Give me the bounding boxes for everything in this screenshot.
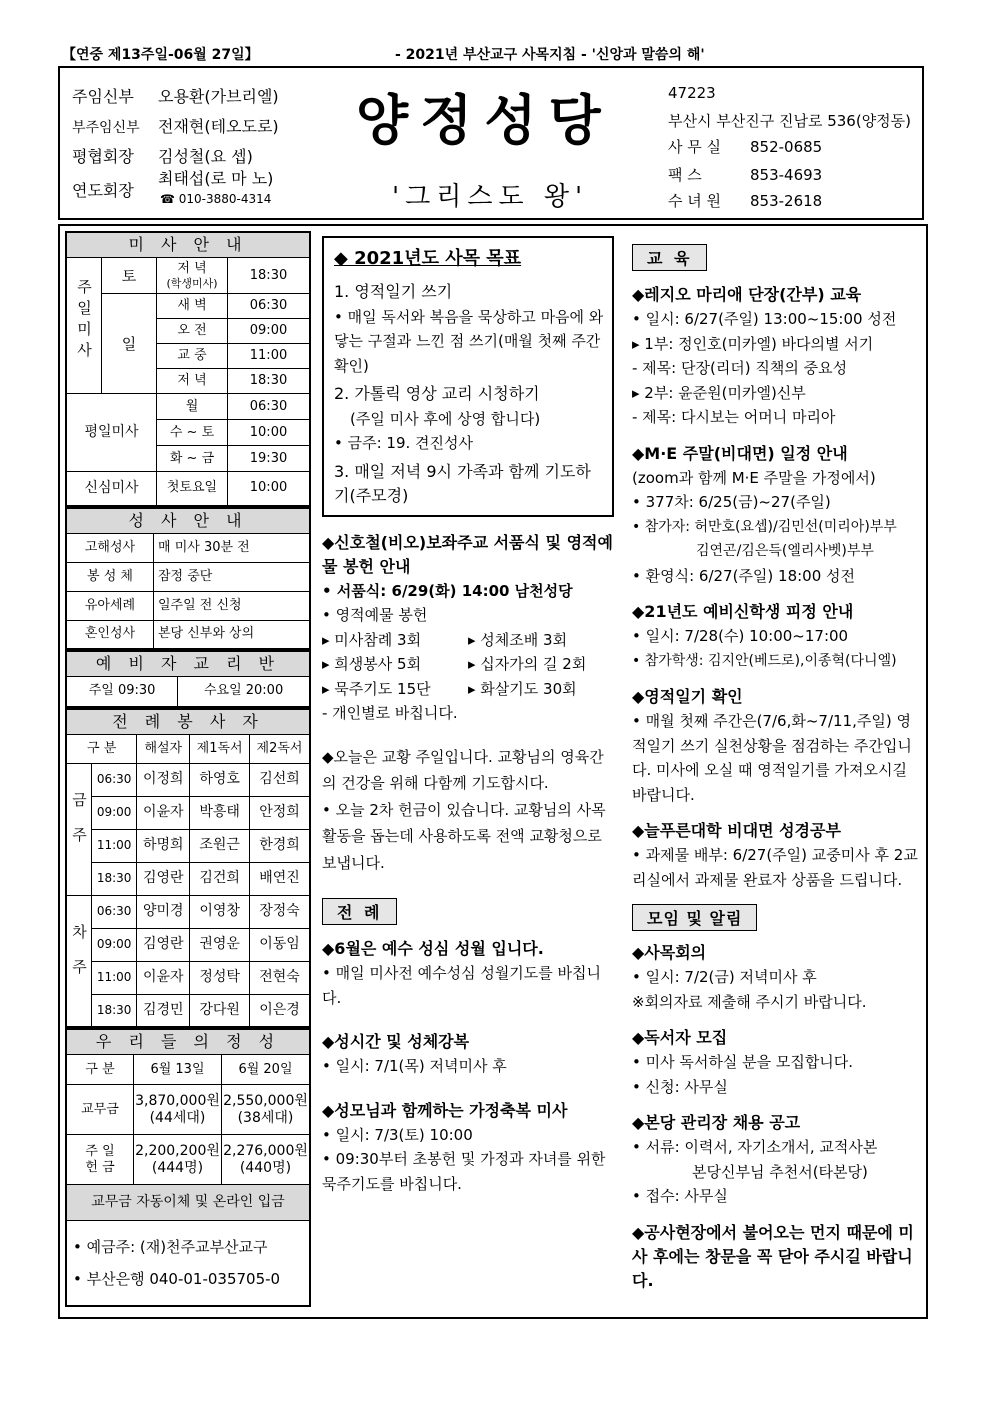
account-holder: • 예금주: (재)천주교부산교구 xyxy=(73,1238,268,1256)
server-name: 김선희 xyxy=(250,763,310,796)
offering-amount: 2,550,000원 xyxy=(223,1092,308,1109)
server-name: 하영호 xyxy=(190,763,250,796)
offering-count: (440명) xyxy=(239,1159,292,1176)
council-note: ※회의자료 제출해 주시기 바랍니다. xyxy=(632,992,867,1011)
goal-3: 3. 매일 저녁 9시 가족과 함께 기도하기(주모경) xyxy=(334,461,591,505)
diary-title: ◆영적일기 확인 xyxy=(632,687,743,706)
gift-item: ▸ 성체조배 3회 xyxy=(468,630,568,649)
seminary-title: ◆21년도 예비신학생 피정 안내 xyxy=(632,602,854,621)
sat-evening: 저 녁 xyxy=(177,261,207,277)
weekday-day: 월 xyxy=(157,394,228,420)
sun-row-name: 오 전 xyxy=(157,319,228,344)
server-time: 18:30 xyxy=(92,994,137,1027)
bulletin-header xyxy=(58,66,924,220)
goals-title: ◆ 2021년도 사목 목표 xyxy=(334,248,522,269)
offering-count: (444명) xyxy=(151,1159,204,1176)
servers-header: 제2독서 xyxy=(250,734,310,763)
second-collection: • 오늘 2차 헌금이 있습니다. 교황님의 사목활동을 돕는데 사용하도록 전액 교황청으로 보냅니다. xyxy=(322,800,606,872)
holy-hour-title: ◆성시간 및 성체강복 xyxy=(322,1032,470,1051)
me-welcome: • 환영식: 6/27(주일) 18:00 성전 xyxy=(632,566,856,585)
education-tag: 교 육 xyxy=(632,244,707,271)
sacrament-table xyxy=(65,507,311,651)
servers-title: 전 례 봉 사 자 xyxy=(66,709,310,735)
sacrament-desc: 본당 신부와 상의 xyxy=(154,620,311,649)
notice-tag-wrap xyxy=(632,904,924,931)
address: 부산시 부산진구 진남로 536(양정동) xyxy=(668,112,912,130)
reader-desc: • 미사 독서하실 분을 모집합니다. xyxy=(632,1053,854,1071)
servers-header: 제1독서 xyxy=(190,734,250,763)
server-name: 강다원 xyxy=(190,994,250,1027)
offering-table xyxy=(65,1028,311,1307)
server-row xyxy=(66,796,310,829)
staff-council: 평협회장 김성철(요 셉) xyxy=(72,147,253,166)
office-phone: 사 무 실 852-0685 xyxy=(668,138,823,156)
gift-item: ▸ 미사참례 3회 xyxy=(322,630,422,649)
offering-amount: 3,870,000원 xyxy=(135,1092,220,1109)
sacrament-name: 유아세례 xyxy=(66,591,154,620)
sacrament-desc: 매 미사 30분 전 xyxy=(154,533,311,562)
me-when: • 377차: 6/25(금)~27(주일) xyxy=(632,493,831,511)
bank-account: • 부산은행 040-01-035705-0 xyxy=(73,1270,281,1288)
offering-amount: 2,200,200원 xyxy=(135,1142,220,1159)
sun-row-time: 11:00 xyxy=(228,344,311,369)
reader-apply: • 신청: 사무실 xyxy=(632,1077,728,1096)
council-title: ◆사목회의 xyxy=(632,943,707,962)
church-subtitle: '그리스도 왕' xyxy=(392,182,589,212)
offering-count: (38세대) xyxy=(237,1109,294,1126)
issue-label: 【연중 제13주일-06월 27일】 xyxy=(62,47,259,63)
bible-study-title: ◆늘푸른대학 비대면 성경공부 xyxy=(632,821,841,840)
sacrament-title: 성 사 안 내 xyxy=(66,508,310,534)
sacrament-name: 고해성사 xyxy=(66,533,154,562)
reader-title: ◆독서자 모집 xyxy=(632,1028,728,1047)
sat-time: 18:30 xyxy=(228,258,311,294)
council-when: • 일시: 7/2(금) 저녁미사 후 xyxy=(632,968,817,986)
liturgy-tag: 전 례 xyxy=(322,898,397,925)
legio-part2: ▸ 2부: 윤준원(미카엘)신부 xyxy=(632,383,806,402)
convent-phone: 수 녀 원 853-2618 xyxy=(668,192,823,210)
server-name: 장정숙 xyxy=(250,895,310,928)
gift-item: ▸ 희생봉사 5회 xyxy=(322,655,422,673)
server-time: 09:00 xyxy=(92,796,137,829)
devotion-mass-day: 첫토요일 xyxy=(157,472,228,506)
offering-row-name: 교무금 xyxy=(66,1085,134,1135)
sacrament-desc: 일주일 전 신청 xyxy=(154,591,311,620)
servers-header: 해설자 xyxy=(137,734,190,763)
server-name: 조원근 xyxy=(190,829,250,862)
sacrament-name: 봉 성 체 xyxy=(66,562,154,591)
legio-part1: ▸ 1부: 정인호(미카엘) 바다의별 서기 xyxy=(632,334,874,353)
gift-row xyxy=(322,628,614,653)
staff-pastor: 주임신부 오용환(가브리엘) xyxy=(72,87,279,106)
job-docs-2: 본당신부님 추천서(타본당) xyxy=(692,1162,868,1181)
catechumen-wednesday: 수요일 20:00 xyxy=(178,677,310,707)
catechumen-title: 예 비 자 교 리 반 xyxy=(66,651,310,677)
family-mass-when: • 일시: 7/3(토) 10:00 xyxy=(322,1125,473,1144)
sun-row-time: 09:00 xyxy=(228,319,311,344)
server-row xyxy=(66,994,310,1027)
servers-header: 구 분 xyxy=(66,734,137,763)
server-name: 이영창 xyxy=(190,895,250,928)
student-mass-note: (학생미사) xyxy=(166,276,218,290)
staff-phone: ☎ 010-3880-4314 xyxy=(160,192,272,206)
server-time: 11:00 xyxy=(92,961,137,994)
mass-schedule-table xyxy=(65,231,311,507)
offering-count: (44세대) xyxy=(149,1109,206,1126)
me-participants: • 참가자: 허만호(요셉)/김민선(미리아)부부 xyxy=(632,518,897,535)
liturgy-tag-wrap xyxy=(322,898,614,925)
sacred-heart-desc: • 매일 미사전 예수성심 성월기도를 바칩니다. xyxy=(322,964,602,1007)
fax: 팩 스 853-4693 xyxy=(668,166,823,184)
server-name: 정성탁 xyxy=(190,961,250,994)
spiritual-gift-title: • 영적예물 봉헌 xyxy=(322,606,428,624)
offering-header: 구 분 xyxy=(66,1055,134,1085)
weekday-time: 10:00 xyxy=(228,420,311,446)
bulletin-body xyxy=(58,224,928,1319)
family-mass-desc: • 09:30부터 초봉헌 및 가정과 자녀를 위한 묵주기도를 바칩니다. xyxy=(322,1150,606,1193)
gift-row xyxy=(322,677,614,702)
legio-title: ◆레지오 마리애 단장(간부) 교육 xyxy=(632,285,862,304)
server-time: 06:30 xyxy=(92,895,137,928)
server-row xyxy=(66,895,310,928)
church-name: 양정성당 xyxy=(356,88,613,152)
offering-row-name: 주 일 헌 금 xyxy=(66,1135,134,1185)
staff-assistant: 부주임신부 전재현(테오도로) xyxy=(72,117,279,136)
sun-row-name: 교 중 xyxy=(157,344,228,369)
weekday-time: 19:30 xyxy=(228,446,311,472)
server-row xyxy=(66,829,310,862)
server-name: 안정희 xyxy=(250,796,310,829)
dust-notice: ◆공사현장에서 불어오는 먼지 때문에 미사 후에는 창문을 꼭 닫아 주시길 바랍니다. xyxy=(632,1222,914,1290)
server-row xyxy=(66,928,310,961)
legio-part2-title: - 제목: 다시보는 어머니 마리아 xyxy=(632,408,836,426)
zip-code: 47223 xyxy=(668,84,716,102)
server-name: 하명희 xyxy=(137,829,190,862)
me-desc: (zoom과 함께 M·E 주말을 가정에서) xyxy=(632,468,876,487)
offering-title: 우 리 들 의 정 성 xyxy=(66,1029,310,1055)
server-time: 09:00 xyxy=(92,928,137,961)
server-name: 이윤자 xyxy=(137,961,190,994)
ordination-title: ◆신호철(비오)보좌주교 서품식 및 영적예물 봉헌 안내 xyxy=(322,532,613,576)
sunday-mass-label: 주일미사 xyxy=(66,258,102,394)
server-name: 권영운 xyxy=(190,928,250,961)
sacrament-desc: 잠정 중단 xyxy=(154,562,311,591)
family-mass-title: ◆성모님과 함께하는 가정축복 미사 xyxy=(322,1100,568,1120)
server-name: 박흥태 xyxy=(190,796,250,829)
server-name: 이은경 xyxy=(250,994,310,1027)
server-time: 18:30 xyxy=(92,862,137,895)
gift-row xyxy=(322,652,614,677)
gift-item: ▸ 묵주기도 15단 xyxy=(322,679,431,698)
server-name: 양미경 xyxy=(137,895,190,928)
server-name: 김영란 xyxy=(137,928,190,961)
gift-note: - 개인별로 바칩니다. xyxy=(322,704,458,722)
saturday-label: 토 xyxy=(102,258,157,294)
liturgy-servers-table xyxy=(65,708,311,1029)
weekday-time: 06:30 xyxy=(228,394,311,420)
bible-study-desc: • 과제물 배부: 6/27(주일) 교중미사 후 2교리실에서 과제물 완료자 상품을 드립니다. xyxy=(632,846,918,889)
server-name: 전현숙 xyxy=(250,961,310,994)
devotion-mass-time: 10:00 xyxy=(228,472,311,506)
server-name: 이윤자 xyxy=(137,796,190,829)
staff-funeral: 연도회장최태섭(로 마 노) xyxy=(72,169,274,200)
pastoral-goals-box xyxy=(322,236,614,517)
pope-sunday: ◆오늘은 교황 주일입니다. 교황님의 영육간의 건강을 위해 다함께 기도합시다. xyxy=(322,747,604,792)
weekday-mass-label: 평일미사 xyxy=(66,394,157,472)
sacrament-name: 혼인성사 xyxy=(66,620,154,649)
goal-2: 2. 가톨릭 영상 교리 시청하기 xyxy=(334,384,540,403)
goal-1: 1. 영적일기 쓰기 xyxy=(334,282,453,301)
ordination-when: • 서품식: 6/29(화) 14:00 남천성당 xyxy=(322,581,573,600)
sacred-heart-title: ◆6월은 예수 성심 성월 입니다. xyxy=(322,939,544,958)
server-name: 배연진 xyxy=(250,862,310,895)
server-row xyxy=(66,763,310,796)
server-name: 한경희 xyxy=(250,829,310,862)
weekday-day: 화 ~ 금 xyxy=(157,446,228,472)
gift-item: ▸ 십자가의 길 2회 xyxy=(468,655,587,673)
gift-item: ▸ 화살기도 30회 xyxy=(468,679,577,698)
notice-tag: 모임 및 알림 xyxy=(632,904,757,931)
job-docs: • 서류: 이력서, 자기소개서, 교적사본 xyxy=(632,1138,878,1156)
job-apply: • 접수: 사무실 xyxy=(632,1187,728,1205)
legio-when: • 일시: 6/27(주일) 13:00~15:00 성전 xyxy=(632,310,897,328)
server-row xyxy=(66,961,310,994)
diocese-motto: - 2021년 부산교구 사목지침 - '신앙과 말씀의 해' xyxy=(395,47,705,63)
job-title: ◆본당 관리장 채용 공고 xyxy=(632,1113,801,1132)
edu-tag-wrap xyxy=(632,244,924,271)
holy-hour-desc: • 일시: 7/1(목) 저녁미사 후 xyxy=(322,1057,507,1075)
sun-row-time: 18:30 xyxy=(228,369,311,394)
server-name: 김건희 xyxy=(190,862,250,895)
seminary-students: • 참가학생: 김지안(베드로),이종혁(다니엘) xyxy=(632,652,897,669)
goal-2-week: • 금주: 19. 견진성사 xyxy=(334,434,474,452)
diary-desc: • 매월 첫째 주간은(7/6,화~7/11,주일) 영적일기 쓰기 실천상황을 점검하는 주간입니다. 미사에 오실 때 영적일기를 가져오시길 바랍니다. xyxy=(632,712,912,804)
seminary-when: • 일시: 7/28(수) 10:00~17:00 xyxy=(632,627,849,645)
right-column xyxy=(632,244,924,1293)
catechumen-sunday: 주일 09:30 xyxy=(66,677,178,707)
offering-header: 6월 20일 xyxy=(221,1055,310,1085)
this-week-label: 금주 xyxy=(66,763,92,895)
me-title: ◆M·E 주말(비대면) 일정 안내 xyxy=(632,443,848,463)
server-name: 김경민 xyxy=(137,994,190,1027)
server-row xyxy=(66,862,310,895)
sun-row-name: 새 벽 xyxy=(157,294,228,319)
weekday-day: 수 ~ 토 xyxy=(157,420,228,446)
devotion-mass-label: 신심미사 xyxy=(66,472,157,506)
server-time: 11:00 xyxy=(92,829,137,862)
left-column xyxy=(65,231,311,1307)
sun-row-name: 저 녁 xyxy=(157,369,228,394)
goal-2-desc: (주일 미사 후에 상영 합니다) xyxy=(350,409,541,428)
next-week-label: 차주 xyxy=(66,895,92,1027)
sun-row-time: 06:30 xyxy=(228,294,311,319)
middle-column xyxy=(322,236,614,1196)
mass-title: 미 사 안 내 xyxy=(66,232,310,258)
server-time: 06:30 xyxy=(92,763,137,796)
offering-header: 6월 13일 xyxy=(134,1055,222,1085)
server-name: 이동임 xyxy=(250,928,310,961)
catechumen-table xyxy=(65,650,311,708)
legio-part1-title: - 제목: 단장(리더) 직책의 중요성 xyxy=(632,359,848,377)
me-participants-2: 김연곤/김은득(엘리사벳)부부 xyxy=(696,543,874,559)
goal-1-desc: • 매일 독서와 복음을 묵상하고 마음에 와닿는 구절과 느낀 점 쓰기(매월 첫째 주간 확인) xyxy=(334,307,604,375)
server-name: 이정희 xyxy=(137,763,190,796)
offering-amount: 2,276,000원 xyxy=(223,1142,308,1159)
auto-transfer-title: 교무금 자동이체 및 온라인 입금 xyxy=(66,1185,310,1221)
sunday-label: 일 xyxy=(102,294,157,394)
server-name: 김영란 xyxy=(137,862,190,895)
